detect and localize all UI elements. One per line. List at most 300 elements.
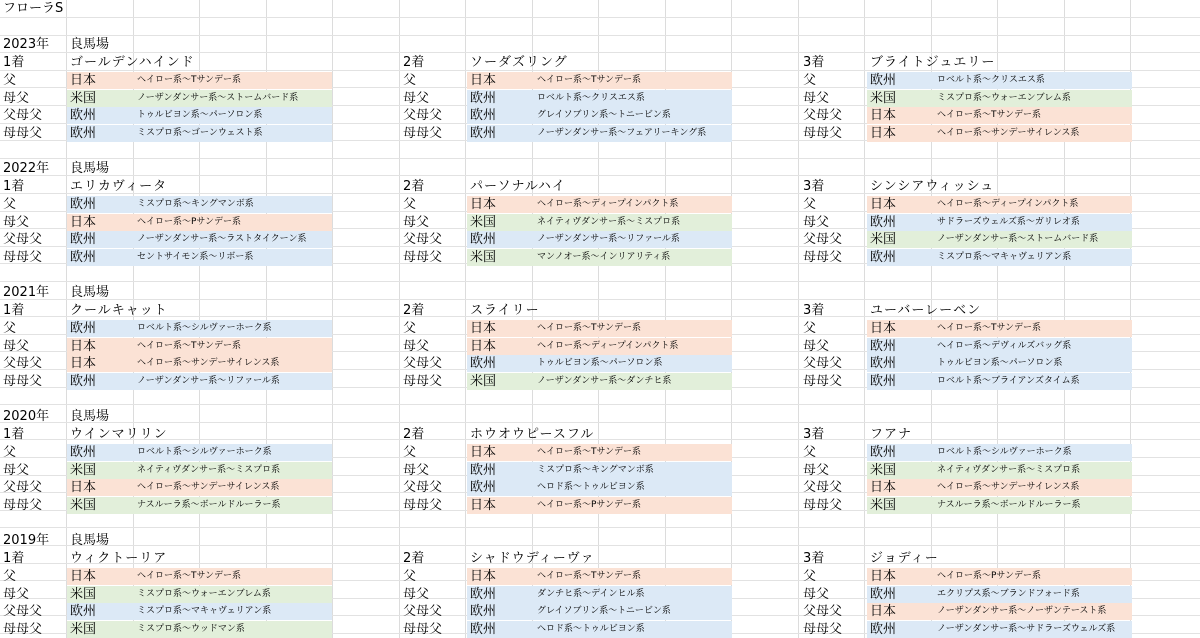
- race-year-block: [0, 160, 1200, 266]
- sire-line: ミスプロ系〜ウォーエンブレム系: [137, 588, 271, 599]
- pedigree-row: [0, 72, 400, 89]
- region-highlight: [67, 320, 332, 337]
- region-label: 米国: [70, 586, 97, 602]
- track-condition: 良馬場: [70, 409, 110, 424]
- relation-label: 父母父: [803, 108, 843, 123]
- sire-line: ヘイロー系〜Pサンデー系: [537, 499, 641, 510]
- relation-label: 父: [3, 197, 17, 212]
- region-highlight: [467, 568, 732, 585]
- finish-place: 1着: [3, 303, 25, 318]
- relation-label: 母母父: [403, 373, 443, 389]
- region-highlight: [67, 479, 332, 496]
- sire-line: ロベルト系〜クリスエス系: [537, 92, 645, 103]
- sire-line: ノーザンダンサー系〜リファール系: [537, 234, 680, 244]
- region-highlight: [467, 444, 732, 461]
- horse-name: ブライトジュエリー: [870, 55, 996, 70]
- region-label: 欧州: [70, 321, 97, 336]
- sire-line: ロベルト系〜シルヴァーホーク系: [937, 447, 1072, 457]
- region-highlight: [867, 196, 1132, 213]
- region-highlight: [867, 479, 1132, 496]
- pedigree-row: [400, 214, 800, 231]
- relation-label: 父母父: [803, 356, 843, 371]
- race-year: 2020年: [3, 409, 50, 424]
- pedigree-row: [800, 621, 1200, 638]
- sire-line: サドラーズウェルズ系〜ガリレオ系: [937, 216, 1080, 227]
- relation-label: 母母父: [3, 621, 43, 637]
- relation-label: 母父: [803, 90, 830, 106]
- relation-label: 父母父: [3, 356, 43, 371]
- pedigree-row: [800, 462, 1200, 479]
- relation-label: 父: [3, 73, 17, 88]
- sire-line: ミスプロ系〜キングマンボ系: [137, 199, 254, 209]
- sheet-title: フローラS: [3, 1, 64, 16]
- region-label: 欧州: [470, 356, 497, 371]
- pedigree-row: [800, 214, 1200, 231]
- sire-line: ネイティヴダンサー系〜ミスプロ系: [137, 464, 281, 475]
- region-label: 欧州: [870, 73, 897, 88]
- region-label: 米国: [470, 373, 497, 389]
- region-label: 欧州: [70, 232, 97, 247]
- region-highlight: [467, 462, 732, 479]
- relation-label: 父母父: [803, 480, 843, 495]
- grid-row-line: [0, 17, 1200, 18]
- relation-label: 母父: [803, 338, 830, 354]
- pedigree-row: [400, 320, 800, 337]
- region-label: 日本: [870, 125, 897, 141]
- sire-line: ミスプロ系〜ゴーンウェスト系: [137, 127, 263, 138]
- region-highlight: [67, 568, 332, 585]
- grid-row-line: [0, 158, 1200, 159]
- sire-line: ヘイロー系〜Pサンデー系: [937, 571, 1041, 581]
- region-highlight: [67, 444, 332, 461]
- region-highlight: [467, 338, 732, 355]
- region-label: 欧州: [870, 214, 897, 230]
- finish-place: 2着: [403, 303, 425, 318]
- region-label: 日本: [870, 604, 897, 619]
- pedigree-row: [400, 568, 800, 585]
- sire-line: ミスプロ系〜ウッドマン系: [137, 623, 245, 634]
- region-highlight: [67, 621, 332, 638]
- sire-line: ヘイロー系〜サンデーサイレンス系: [937, 127, 1080, 138]
- horse-name: ウインマリリン: [70, 427, 168, 442]
- horse-name: フアナ: [870, 427, 913, 442]
- sire-line: ヘイロー系〜ディープインパクト系: [937, 199, 1079, 209]
- region-label: 米国: [70, 90, 97, 106]
- pedigree-row: [0, 231, 400, 248]
- sire-line: ミスプロ系〜マキャヴェリアン系: [937, 251, 1072, 262]
- race-year-block: [0, 284, 1200, 390]
- sire-line: ネイティヴダンサー系〜ミスプロ系: [537, 216, 681, 227]
- region-highlight: [67, 373, 332, 390]
- pedigree-row: [800, 603, 1200, 620]
- relation-label: 母父: [803, 214, 830, 230]
- region-label: 日本: [70, 480, 97, 495]
- pedigree-row: [800, 249, 1200, 266]
- pedigree-row: [400, 90, 800, 107]
- region-highlight: [467, 231, 732, 248]
- relation-label: 父: [803, 445, 817, 460]
- horse-entry: [800, 302, 1200, 390]
- sire-line: ノーザンダンサー系〜フェアリーキング系: [537, 127, 707, 138]
- region-label: 米国: [470, 249, 497, 265]
- region-label: 日本: [470, 321, 497, 336]
- relation-label: 父母父: [3, 108, 43, 123]
- relation-label: 母母父: [3, 373, 43, 389]
- relation-label: 母父: [3, 214, 30, 230]
- region-label: 欧州: [470, 232, 497, 247]
- pedigree-row: [400, 72, 800, 89]
- pedigree-row: [800, 196, 1200, 213]
- region-label: 日本: [70, 214, 97, 230]
- sire-line: ノーザンダンサー系〜ノーザンテースト系: [937, 606, 1107, 616]
- region-label: 米国: [70, 497, 97, 513]
- region-label: 欧州: [870, 445, 897, 460]
- horse-entry: [400, 426, 800, 514]
- region-highlight: [67, 603, 332, 620]
- finish-place: 2着: [403, 179, 425, 194]
- pedigree-row: [400, 462, 800, 479]
- region-highlight: [67, 497, 332, 514]
- region-label: 日本: [470, 569, 497, 584]
- region-label: 欧州: [470, 586, 497, 602]
- region-highlight: [467, 107, 732, 124]
- sire-line: ナスルーラ系〜ボールドルーラー系: [937, 499, 1081, 510]
- region-highlight: [867, 373, 1132, 390]
- region-label: 日本: [870, 480, 897, 495]
- finish-place: 1着: [3, 551, 25, 566]
- pedigree-row: [0, 568, 400, 585]
- pedigree-row: [800, 497, 1200, 514]
- pedigree-row: [800, 231, 1200, 248]
- horse-name: シンシアウィッシュ: [870, 179, 995, 194]
- region-highlight: [67, 462, 332, 479]
- region-label: 欧州: [470, 480, 497, 495]
- region-highlight: [67, 355, 332, 372]
- sire-line: ヘイロー系〜Tサンデー系: [137, 340, 242, 351]
- race-year-block: [0, 408, 1200, 514]
- pedigree-row: [800, 586, 1200, 603]
- region-label: 米国: [870, 90, 897, 106]
- region-label: 日本: [70, 338, 97, 354]
- finish-place: 2着: [403, 55, 425, 70]
- region-label: 欧州: [870, 356, 897, 371]
- region-label: 日本: [870, 569, 897, 584]
- relation-label: 父: [3, 445, 17, 460]
- sire-line: ロベルト系〜シルヴァーホーク系: [137, 447, 272, 457]
- pedigree-row: [0, 320, 400, 337]
- relation-label: 母母父: [3, 497, 43, 513]
- relation-label: 父母父: [3, 480, 43, 495]
- relation-label: 父母父: [403, 480, 443, 495]
- finish-place: 3着: [803, 179, 825, 194]
- horse-name: ホウオウピースフル: [470, 427, 595, 442]
- relation-label: 母父: [3, 462, 30, 478]
- region-highlight: [867, 603, 1132, 620]
- relation-label: 父: [3, 321, 17, 336]
- finish-place: 2着: [403, 551, 425, 566]
- pedigree-row: [400, 231, 800, 248]
- pedigree-row: [0, 603, 400, 620]
- pedigree-row: [400, 338, 800, 355]
- region-label: 日本: [70, 356, 97, 371]
- region-label: 欧州: [470, 621, 497, 637]
- region-label: 日本: [870, 321, 897, 336]
- region-highlight: [867, 568, 1132, 585]
- region-label: 欧州: [70, 604, 97, 619]
- region-highlight: [467, 479, 732, 496]
- horse-entry: [400, 302, 800, 390]
- region-highlight: [867, 497, 1132, 514]
- sire-line: ヘイロー系〜サンデーサイレンス系: [137, 358, 280, 368]
- pedigree-row: [400, 107, 800, 124]
- sire-line: ノーザンダンサー系〜サドラーズウェルズ系: [937, 623, 1116, 634]
- region-highlight: [867, 586, 1132, 603]
- race-year-block: [0, 36, 1200, 142]
- pedigree-row: [400, 196, 800, 213]
- horse-entry: [800, 54, 1200, 142]
- region-highlight: [67, 72, 332, 89]
- sire-line: ヘイロー系〜サンデーサイレンス系: [937, 482, 1080, 492]
- sire-line: ヘイロー系〜Tサンデー系: [537, 571, 642, 581]
- region-highlight: [867, 338, 1132, 355]
- sire-line: ノーザンダンサー系〜ダンチヒ系: [537, 375, 672, 386]
- track-condition: 良馬場: [70, 285, 110, 300]
- pedigree-row: [0, 355, 400, 372]
- pedigree-row: [0, 373, 400, 390]
- finish-place: 3着: [803, 427, 825, 442]
- region-label: 欧州: [470, 462, 497, 478]
- sire-line: ナスルーラ系〜ボールドルーラー系: [137, 499, 281, 510]
- horse-entry: [400, 54, 800, 142]
- relation-label: 母母父: [403, 125, 443, 141]
- sire-line: ヘイロー系〜ディープインパクト系: [537, 199, 679, 209]
- sire-line: ノーザンダンサー系〜ストームバード系: [137, 92, 299, 103]
- pedigree-row: [800, 568, 1200, 585]
- horse-entry: [400, 178, 800, 266]
- sire-line: ヘイロー系〜Tサンデー系: [937, 110, 1042, 120]
- region-label: 米国: [870, 232, 897, 247]
- relation-label: 母母父: [803, 249, 843, 265]
- track-condition: 良馬場: [70, 533, 110, 548]
- sire-line: トゥルビヨン系〜パーソロン系: [937, 358, 1063, 368]
- pedigree-row: [0, 125, 400, 142]
- horse-name: ジョディー: [870, 551, 939, 566]
- horse-entry: [0, 302, 400, 390]
- pedigree-row: [400, 373, 800, 390]
- relation-label: 母父: [403, 462, 430, 478]
- region-label: 欧州: [70, 197, 97, 212]
- region-highlight: [867, 231, 1132, 248]
- pedigree-row: [0, 107, 400, 124]
- track-condition: 良馬場: [70, 161, 110, 176]
- relation-label: 母父: [403, 338, 430, 354]
- horse-name: エリカヴィータ: [70, 179, 168, 194]
- relation-label: 父: [803, 569, 817, 584]
- relation-label: 母父: [803, 462, 830, 478]
- region-highlight: [467, 72, 732, 89]
- region-highlight: [67, 586, 332, 603]
- region-label: 欧州: [70, 125, 97, 141]
- relation-label: 父: [3, 569, 17, 584]
- horse-entry: [0, 54, 400, 142]
- region-label: 欧州: [870, 373, 897, 389]
- sire-line: ヘイロー系〜サンデーサイレンス系: [137, 482, 280, 492]
- relation-label: 父: [403, 73, 417, 88]
- relation-label: 父母父: [403, 356, 443, 371]
- relation-label: 父母父: [403, 604, 443, 619]
- region-label: 欧州: [870, 249, 897, 265]
- pedigree-row: [800, 373, 1200, 390]
- pedigree-row: [400, 479, 800, 496]
- finish-place: 2着: [403, 427, 425, 442]
- relation-label: 母父: [3, 338, 30, 354]
- pedigree-row: [0, 444, 400, 461]
- relation-label: 父: [803, 321, 817, 336]
- region-label: 日本: [470, 338, 497, 354]
- region-highlight: [867, 355, 1132, 372]
- sire-line: ヘイロー系〜ディープインパクト系: [537, 340, 679, 351]
- sire-line: ヘイロー系〜Tサンデー系: [937, 323, 1042, 333]
- region-label: 日本: [470, 197, 497, 212]
- region-highlight: [867, 462, 1132, 479]
- region-highlight: [867, 107, 1132, 124]
- relation-label: 母母父: [403, 621, 443, 637]
- sire-line: ヘロド系〜トゥルビヨン系: [537, 623, 645, 634]
- sire-line: ヘイロー系〜Tサンデー系: [537, 447, 642, 457]
- pedigree-row: [800, 338, 1200, 355]
- region-label: 日本: [70, 73, 97, 88]
- region-highlight: [67, 107, 332, 124]
- region-highlight: [467, 214, 732, 231]
- grid-row-line: [0, 404, 1200, 405]
- region-label: 日本: [870, 197, 897, 212]
- horse-name: パーソナルハイ: [470, 179, 566, 194]
- sire-line: ヘイロー系〜Tサンデー系: [137, 75, 242, 85]
- sire-line: ノーザンダンサー系〜ストームバード系: [937, 234, 1099, 244]
- relation-label: 父母父: [403, 232, 443, 247]
- region-highlight: [467, 621, 732, 638]
- region-highlight: [67, 231, 332, 248]
- horse-name: ゴールデンハインド: [70, 55, 195, 70]
- pedigree-row: [0, 196, 400, 213]
- sire-line: ヘイロー系〜Pサンデー系: [137, 216, 241, 227]
- pedigree-row: [0, 479, 400, 496]
- sire-line: ミスプロ系〜キングマンボ系: [537, 464, 654, 475]
- relation-label: 父: [403, 197, 417, 212]
- horse-entry: [0, 426, 400, 514]
- region-highlight: [867, 72, 1132, 89]
- sire-line: トゥルビヨン系〜パーソロン系: [137, 110, 263, 120]
- region-label: 欧州: [70, 108, 97, 123]
- pedigree-row: [800, 72, 1200, 89]
- region-highlight: [67, 90, 332, 107]
- region-highlight: [867, 90, 1132, 107]
- region-highlight: [867, 444, 1132, 461]
- sire-line: グレイソブリン系〜トニービン系: [537, 110, 671, 120]
- pedigree-row: [400, 355, 800, 372]
- sire-line: ヘイロー系〜Tサンデー系: [537, 75, 642, 85]
- relation-label: 母父: [403, 586, 430, 602]
- sire-line: トゥルビヨン系〜パーソロン系: [537, 358, 663, 368]
- relation-label: 父: [403, 569, 417, 584]
- horse-entry: [800, 426, 1200, 514]
- region-highlight: [67, 196, 332, 213]
- finish-place: 1着: [3, 427, 25, 442]
- region-label: 日本: [70, 569, 97, 584]
- sire-line: エクリプス系〜ブランドフォード系: [937, 588, 1080, 599]
- region-highlight: [467, 603, 732, 620]
- relation-label: 母母父: [803, 373, 843, 389]
- relation-label: 母母父: [803, 497, 843, 513]
- pedigree-row: [400, 497, 800, 514]
- relation-label: 父母父: [403, 108, 443, 123]
- region-highlight: [67, 338, 332, 355]
- region-label: 日本: [870, 108, 897, 123]
- finish-place: 3着: [803, 551, 825, 566]
- region-label: 米国: [70, 462, 97, 478]
- grid-row-line: [0, 527, 1200, 528]
- region-highlight: [67, 249, 332, 266]
- horse-entry: [0, 178, 400, 266]
- finish-place: 1着: [3, 179, 25, 194]
- relation-label: 母父: [403, 90, 430, 106]
- pedigree-row: [0, 621, 400, 638]
- sire-line: ロベルト系〜シルヴァーホーク系: [137, 323, 272, 333]
- region-label: 米国: [470, 214, 497, 230]
- relation-label: 母母父: [403, 249, 443, 265]
- region-highlight: [67, 125, 332, 142]
- sire-line: ヘイロー系〜デヴィルズバッグ系: [937, 340, 1072, 351]
- relation-label: 母父: [803, 586, 830, 602]
- region-highlight: [467, 125, 732, 142]
- pedigree-row: [400, 603, 800, 620]
- horse-name: クールキャット: [70, 303, 168, 318]
- horse-name: ウィクトーリア: [70, 551, 168, 566]
- sire-line: マンノオー系〜インリアリティ系: [537, 251, 671, 262]
- sire-line: ノーザンダンサー系〜リファール系: [137, 375, 280, 386]
- relation-label: 父: [403, 445, 417, 460]
- grid-row-line: [0, 281, 1200, 282]
- relation-label: 母母父: [803, 621, 843, 637]
- region-label: 欧州: [70, 249, 97, 265]
- pedigree-row: [800, 90, 1200, 107]
- region-label: 欧州: [470, 90, 497, 106]
- region-label: 欧州: [870, 338, 897, 354]
- sire-line: ミスプロ系〜ウォーエンブレム系: [937, 92, 1071, 103]
- relation-label: 父: [803, 197, 817, 212]
- sire-line: ロベルト系〜クリスエス系: [937, 75, 1045, 85]
- region-highlight: [467, 90, 732, 107]
- pedigree-row: [400, 125, 800, 142]
- pedigree-row: [0, 90, 400, 107]
- pedigree-row: [0, 249, 400, 266]
- relation-label: 母母父: [3, 125, 43, 141]
- track-condition: 良馬場: [70, 37, 110, 52]
- pedigree-row: [800, 125, 1200, 142]
- region-highlight: [867, 125, 1132, 142]
- region-label: 欧州: [70, 445, 97, 460]
- region-highlight: [467, 249, 732, 266]
- horse-name: ユーバーレーベン: [870, 303, 982, 318]
- region-label: 欧州: [70, 373, 97, 389]
- region-label: 欧州: [870, 621, 897, 637]
- pedigree-row: [0, 214, 400, 231]
- region-label: 日本: [470, 73, 497, 88]
- relation-label: 父母父: [803, 232, 843, 247]
- race-year-block: [0, 532, 1200, 638]
- horse-name: スライリー: [470, 303, 540, 318]
- relation-label: 父母父: [803, 604, 843, 619]
